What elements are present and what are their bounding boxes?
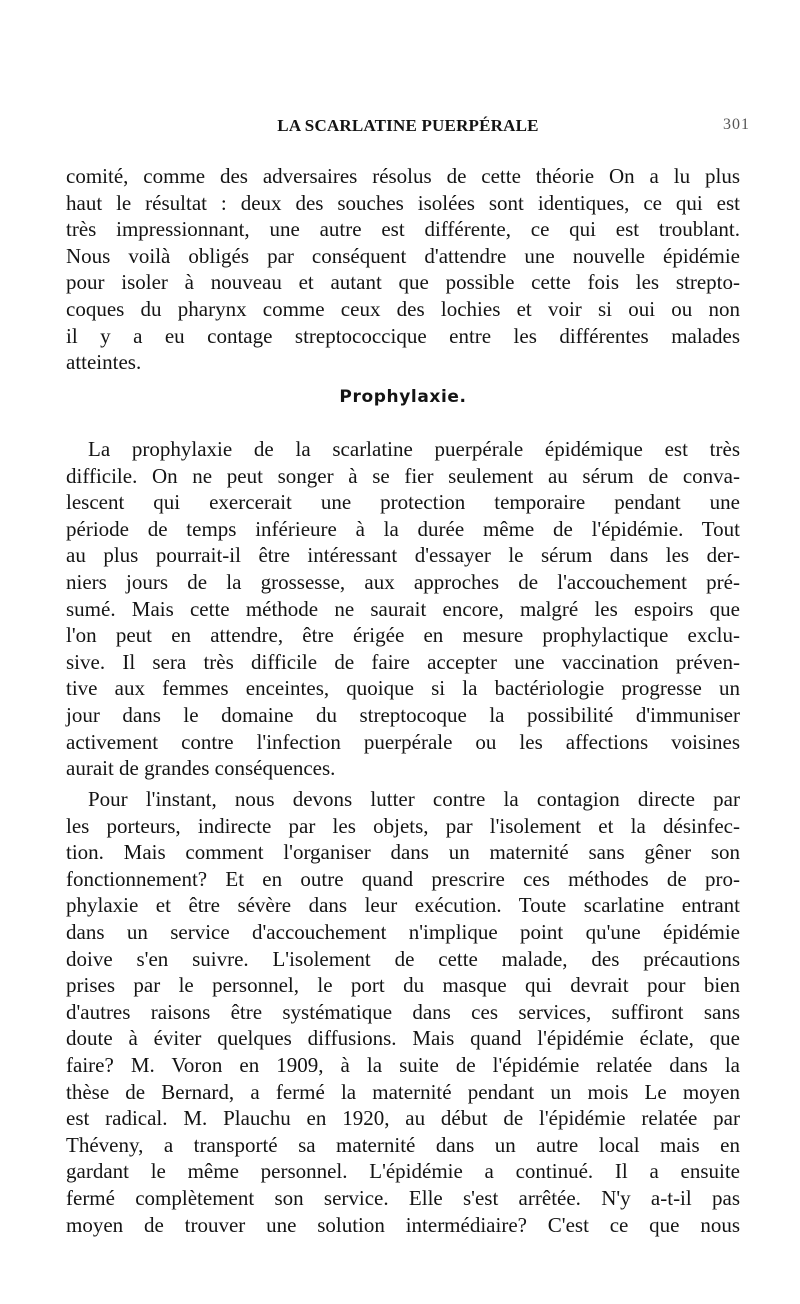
text-line: dans un service d'accouchement n'implique point qu'une épidémie [66, 919, 740, 944]
section-heading: Prophylaxie. [339, 387, 467, 407]
text-line: sumé. Mais cette méthode ne saurait encore, malgré les espoirs que [66, 596, 740, 621]
text-line: activement contre l'infection puerpérale ou les affections voisines [66, 729, 740, 754]
text-line: tive aux femmes enceintes, quoique si la bactériologie progresse un [66, 676, 740, 701]
text-line: fermé complètement son service. Elle s'est arrêtée. N'y a-t-il pas [66, 1185, 740, 1210]
text-line: sive. Il sera très difficile de faire accepter une vaccination préven- [66, 649, 740, 674]
paragraph-2 [66, 436, 740, 782]
text-line: niers jours de la grossesse, aux approches de l'accouchement pré- [66, 569, 740, 594]
paragraph-1 [66, 163, 740, 376]
text-line: lescent qui exercerait une protection temporaire pendant une [66, 490, 740, 515]
text-line: jour dans le domaine du streptocoque la possibilité d'immuniser [66, 702, 740, 727]
text-line: fonctionnement? Et en outre quand prescrire ces méthodes de pro- [66, 866, 740, 891]
text-line: gardant le même personnel. L'épidémie a continué. Il a ensuite [66, 1159, 740, 1184]
text-line: difficile. On ne peut songer à se fier seulement au sérum de conva- [66, 463, 740, 488]
text-line: atteintes. [66, 350, 142, 375]
text-line: pour isoler à nouveau et autant que possible cette fois les strepto- [66, 270, 740, 295]
text-line: période de temps inférieure à la durée même de l'épidémie. Tout [66, 516, 740, 541]
text-line: faire? M. Voron en 1909, à la suite de l'épidémie relatée dans la [66, 1052, 740, 1077]
text-line: l'on peut en attendre, être érigée en mesure prophylactique exclu- [66, 623, 740, 648]
page-number: 301 [723, 116, 750, 133]
text-line: coques du pharynx comme ceux des lochies et voir si oui ou non [66, 296, 740, 321]
text-line: Théveny, a transporté sa maternité dans un autre local mais en [66, 1132, 740, 1157]
text-line: les porteurs, indirecte par les objets, par l'isolement et la désinfec- [66, 813, 740, 838]
text-line: La prophylaxie de la scarlatine puerpérale épidémique est très [88, 437, 740, 461]
text-line: est radical. M. Plauchu en 1920, au début de l'épidémie relatée par [66, 1106, 740, 1131]
text-line: thèse de Bernard, a fermé la maternité pendant un mois Le moyen [66, 1079, 740, 1104]
paragraph-3 [66, 786, 740, 1238]
text-line: moyen de trouver une solution intermédiaire? C'est ce que nous [66, 1212, 740, 1237]
text-line: au plus pourrait-il être intéressant d'essayer le sérum dans les der- [66, 543, 740, 568]
running-title: LA SCARLATINE PUERPÉRALE [277, 116, 539, 135]
text-line: Pour l'instant, nous devons lutter contre la contagion directe par [88, 787, 740, 811]
text-line: haut le résultat : deux des souches isolées sont identiques, ce qui est [66, 190, 740, 215]
text-line: comité, comme des adversaires résolus de cette théorie On a lu plus [66, 164, 740, 188]
text-line: il y a eu contage streptococcique entre les différentes malades [66, 323, 740, 348]
text-line: aurait de grandes conséquences. [66, 756, 336, 781]
text-line: tion. Mais comment l'organiser dans un maternité sans gêner son [66, 840, 740, 865]
text-line: doive s'en suivre. L'isolement de cette malade, des précautions [66, 946, 740, 971]
text-line: phylaxie et être sévère dans leur exécution. Toute scarlatine entrant [66, 893, 740, 918]
text-line: prises par le personnel, le port du masque qui devrait pour bien [66, 973, 740, 998]
text-line: doute à éviter quelques diffusions. Mais quand l'épidémie éclate, que [66, 1026, 740, 1051]
running-header [66, 114, 750, 142]
text-line: d'autres raisons être systématique dans ces services, suffiront sans [66, 999, 740, 1024]
text-line: très impressionnant, une autre est différente, ce qui est troublant. [66, 217, 740, 242]
text-line: Nous voilà obligés par conséquent d'attendre une nouvelle épidémie [66, 243, 740, 268]
